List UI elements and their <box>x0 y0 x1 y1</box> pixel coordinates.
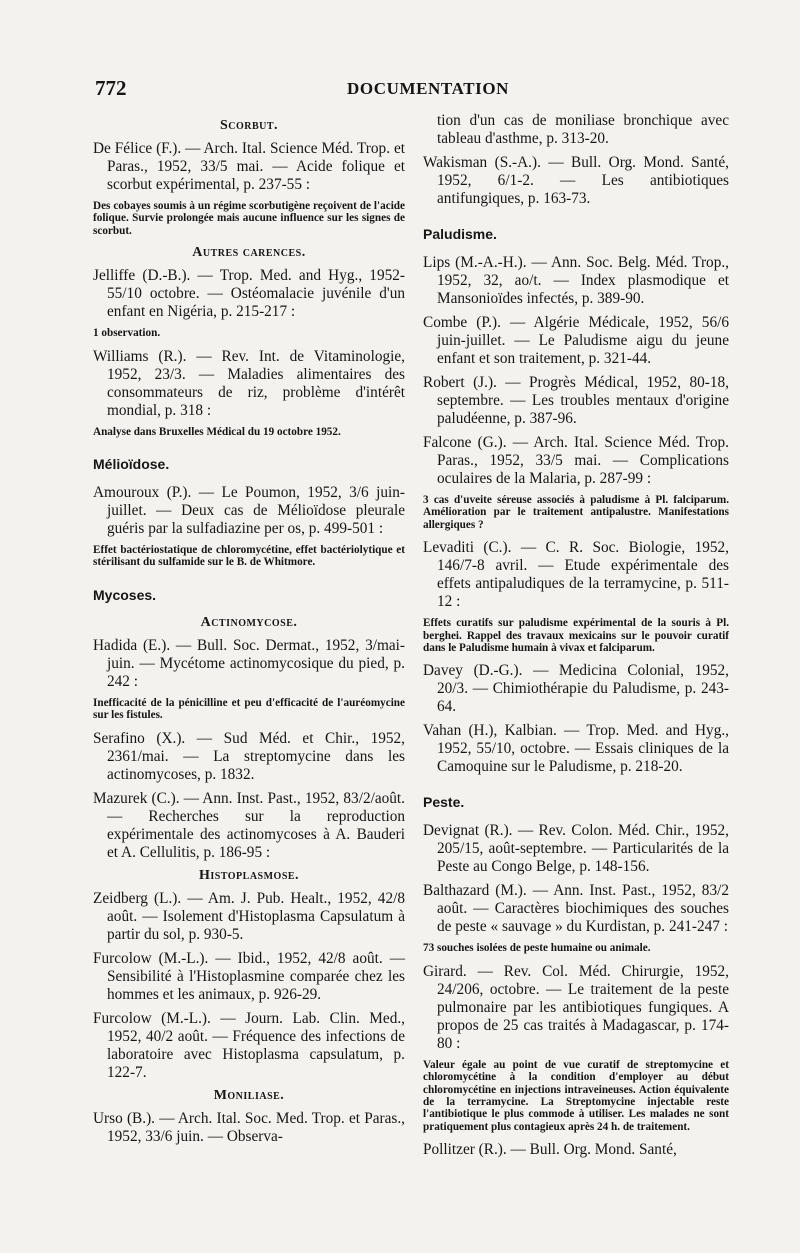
bib-entry: Zeidberg (L.). — Am. J. Pub. Healt., 1952, 42/8 août. — Isolement d'Histoplasma Capsulatum à partir du sol, p. 930-5. <box>93 889 405 943</box>
bib-entry: De Félice (F.). — Arch. Ital. Science Méd. Trop. et Paras., 1952, 33/5 mai. — Acide folique et scorbut expérimental, p. 237-55 : <box>93 140 405 193</box>
running-title: DOCUMENTATION <box>347 79 510 98</box>
bib-entry: Serafino (X.). — Sud Méd. et Chir., 1952, 2361/mai. — La streptomycine dans les actinomycoses, p. 1832. <box>93 729 405 783</box>
bib-entry: Girard. — Rev. Col. Méd. Chirurgie, 1952, 24/206, octobre. — Le traitement de la peste pulmonaire par les antibiotiques fungiques. A propos de 25 cas traités à Madagascar, p. 174-80 : <box>423 962 729 1052</box>
bib-entry: Lips (M.-A.-H.). — Ann. Soc. Belg. Méd. Trop., 1952, 32, ao/t. — Index plasmodique et Mansonioïdes infectés, p. 389-90. <box>423 254 729 307</box>
bib-entry: Jelliffe (D.-B.). — Trop. Med. and Hyg., 1952-55/10 octobre. — Ostéomalacie juvénile d'un enfant en Nigéria, p. 215-217 : <box>93 267 405 321</box>
bib-entry: Williams (R.). — Rev. Int. de Vitaminologie, 1952, 23/3. — Maladies alimentaires des consommateurs de riz, problème d'intérêt mondial, p. 318 : <box>93 347 405 419</box>
subheading-scorbut: Scorbut. <box>219 118 279 133</box>
section-melioidose: Mélioïdose. <box>93 456 170 473</box>
bib-entry: Pollitzer (R.). — Bull. Org. Mond. Santé, <box>423 1141 677 1159</box>
subheading-autres-carences: Autres carences. <box>192 245 306 261</box>
entry-note: Analyse dans Bruxelles Médical du 19 octobre 1952. <box>93 425 341 438</box>
section-peste: Peste. <box>423 794 465 811</box>
bib-entry: Vahan (H.), Kalbian. — Trop. Med. and Hyg., 1952, 55/10, octobre. — Essais cliniques de la Camoquine sur le Paludisme, p. 218-20. <box>423 722 729 776</box>
subheading-moniliase: Moniliase. <box>213 1087 285 1103</box>
bib-entry: Levaditi (C.). — C. R. Soc. Biologie, 1952, 146/7-8 avril. — Etude expérimentale des effets antipaludiques de la terramycine, p. 511-12 : <box>423 539 729 611</box>
bib-entry: Amouroux (P.). — Le Poumon, 1952, 3/6 juin-juillet. — Deux cas de Mélioïdose pleurale guéris par la sulfadiazine per os, p. 499-501 : <box>93 484 405 538</box>
section-mycoses: Mycoses. <box>93 586 157 603</box>
bib-entry: Urso (B.). — Arch. Ital. Soc. Med. Trop. et Paras., 1952, 33/6 juin. — Observa- <box>93 1109 405 1145</box>
entry-note: 3 cas d'uveite séreuse associés à paludisme à Pl. falciparum. Amélioration par le traitement antipalustre. Manifestations allergiques ? <box>423 494 729 531</box>
bib-entry-continuation: tion d'un cas de moniliase bronchique avec tableau d'asthme, p. 313-20. <box>437 112 729 147</box>
right-column <box>423 112 729 1165</box>
entry-note: Inefficacité de la pénicilline et peu d'efficacité de l'auréomycine sur les fistules. <box>93 696 405 722</box>
bib-entry: Combe (P.). — Algérie Médicale, 1952, 56/6 juin-juillet. — Le Paludisme aigu du jeune enfant et son traitement, p. 321-44. <box>423 314 729 367</box>
subheading-histoplasmose: Histoplasmose. <box>198 867 300 883</box>
entry-note: Effets curatifs sur paludisme expérimental de la souris à Pl. berghei. Rappel des travaux mexicains sur le pouvoir curatif dans le Paludisme humain à vivax et falciparum. <box>423 617 729 655</box>
entry-note: Effet bactériostatique de chloromycétine, effet bactériolytique et stérilisant du sulfamide sur le B. de Whitmore. <box>93 544 405 569</box>
left-column <box>93 112 405 1152</box>
bib-entry: Devignat (R.). — Rev. Colon. Méd. Chir., 1952, 205/15, août-septembre. — Particularités de la Peste au Congo Belge, p. 148-156. <box>423 822 729 876</box>
entry-note: Valeur égale au point de vue curatif de streptomycine et chloromycétine à la condition d'employer au début chloromycétine en injections intraveineuses. Action équivalente de la terramycine. La Streptomycine injectable reste l'antibiotique le plus commode à utiliser. Les malades ne sont pratiquement plus contagieux après 24 h. de traitement. <box>423 1058 729 1133</box>
entry-note: 1 observation. <box>93 327 161 340</box>
bib-entry: Robert (J.). — Progrès Médical, 1952, 80-18, septembre. — Les troubles mentaux d'origine paludéenne, p. 387-96. <box>423 374 729 427</box>
bib-entry: Balthazard (M.). — Ann. Inst. Past., 1952, 83/2 août. — Caractères biochimiques des souches de peste « sauvage » du Kurdistan, p. 241-247 : <box>423 882 729 936</box>
bib-entry: Falcone (G.). — Arch. Ital. Science Méd. Trop. Paras., 1952, 33/5 mai. — Complications oculaires de la Malaria, p. 287-99 : <box>423 434 729 487</box>
section-paludisme: Paludisme. <box>423 226 497 242</box>
bib-entry: Wakisman (S.-A.). — Bull. Org. Mond. Santé, 1952, 6/1-2. — Les antibiotiques antifungiques, p. 163-73. <box>423 154 729 207</box>
bib-entry: Davey (D.-G.). — Medicina Colonial, 1952, 20/3. — Chimiothérapie du Paludisme, p. 243-64. <box>423 662 729 716</box>
bib-entry: Furcolow (M.-L.). — Ibid., 1952, 42/8 août. — Sensibilité à l'Histoplasmine comparée chez les hommes et les animaux, p. 926-29. <box>93 949 405 1003</box>
page-number: 772 <box>95 76 127 100</box>
entry-note: Des cobayes soumis à un régime scorbutigène reçoivent de l'acide folique. Survie prolongée mais aucune influence sur les signes de scorbut. <box>93 200 405 237</box>
bib-entry: Furcolow (M.-L.). — Journ. Lab. Clin. Med., 1952, 40/2 août. — Fréquence des infections de laboratoire avec Histoplasma capsulatum, p. 122-7. <box>93 1009 405 1081</box>
bib-entry: Mazurek (C.). — Ann. Inst. Past., 1952, 83/2/août. — Recherches sur la reproduction expérimentale des actinomycoses à A. Bauderi et A. Cellulitis, p. 186-95 : <box>93 789 405 861</box>
subheading-actinomycose: Actinomycose. <box>200 614 298 630</box>
page-header <box>95 76 735 100</box>
bib-entry: Hadida (E.). — Bull. Soc. Dermat., 1952, 3/mai-juin. — Mycétome actinomycosique du pied, p. 242 : <box>93 636 405 690</box>
entry-note: 73 souches isolées de peste humaine ou animale. <box>423 942 651 955</box>
